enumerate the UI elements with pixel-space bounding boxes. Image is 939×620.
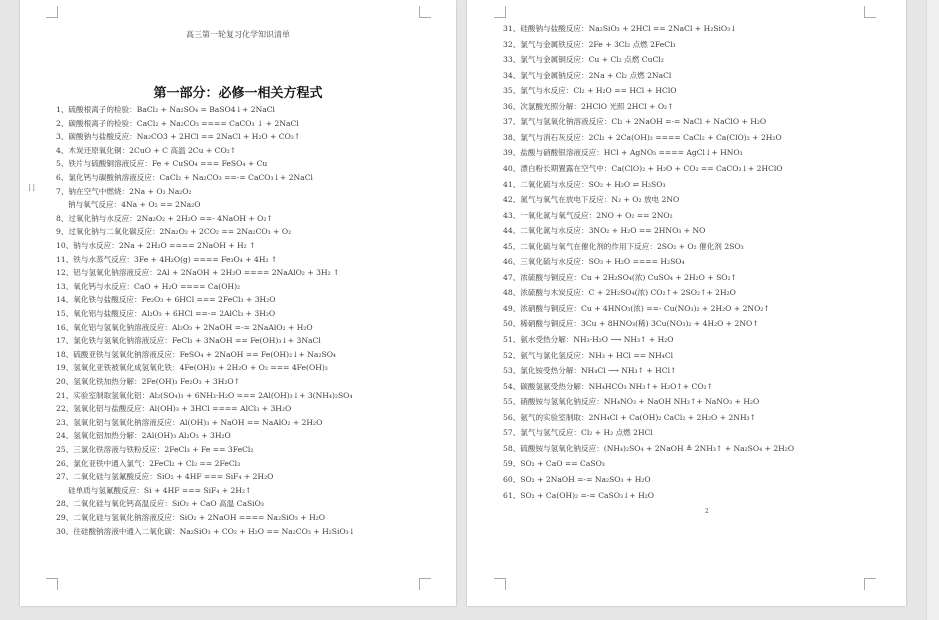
equation-line: 钠与氧气反应：4Na + O₂ == 2Na₂O <box>68 200 201 210</box>
equation-line: 58、硫酸铵与氢氧化钠反应：(NH₄)₂SO₄ + 2NaOH ≜ 2NH₃↑ + Na₂SO₄ + 2H₂O <box>503 443 795 453</box>
equation-line: 9、过氧化钠与二氧化碳反应：2Na₂O₂ + 2CO₂ == 2Na₂CO₃ + O₂ <box>56 227 292 237</box>
equation-line: 44、二氧化氮与水反应：3NO₂ + H₂O == 2HNO₃ + NO <box>503 226 706 236</box>
equation-line: 25、三氯化铁溶液与铁粉反应：2FeCl₃ + Fe == 3FeCl₂ <box>56 445 254 454</box>
section-title: 第一部分：必修一相关方程式 <box>153 86 323 101</box>
margin-mark-bottom-left <box>46 578 58 590</box>
equation-line: 16、氧化铝与氢氧化钠溶液反应：Al₂O₃ + 2NaOH =-= 2NaAlO₂ + H₂O <box>56 322 313 332</box>
equation-line: 47、浓硫酸与铜反应：Cu + 2H₂SO₄(浓) CuSO₄ + 2H₂O + SO₂↑ <box>503 272 737 282</box>
equation-line: 17、氯化铁与氢氧化钠溶液反应：FeCl₃ + 3NaOH == Fe(OH)₃↓+ 3NaCl <box>56 336 321 346</box>
equation-line: 20、氢氧化铁加热分解：2Fe(OH)₃ Fe₂O₃ + 3H₂O↑ <box>56 377 240 386</box>
margin-mark-bottom-right <box>864 578 876 590</box>
equation-line: 55、硝酸铵与氢氧化钠反应：NH₄NO₃ + NaOH NH₃↑+ NaNO₃ + H₂O <box>503 397 760 407</box>
page-number: 2 <box>705 508 709 515</box>
equation-line: 37、氯气与氢氧化钠溶液反应：Cl₂ + 2NaOH =-= NaCl + NaClO + H₂O <box>503 117 767 127</box>
equation-line: 24、氢氧化铝加热分解：2Al(OH)₃ Al₂O₃ + 3H₂O <box>56 431 231 441</box>
margin-mark-top-right <box>419 6 431 18</box>
equation-line: 57、氯气与氢气反应：Cl₂ + H₂ 点燃 2HCl <box>503 428 653 438</box>
equation-line: 30、往硅酸钠溶液中通入二氧化碳：Na₂SiO₃ + CO₂ + H₂O == Na₂CO₃ + H₂SiO₃↓ <box>56 526 356 536</box>
document-page-1 <box>20 0 456 606</box>
equation-line: 5、铁片与硫酸铜溶液反应：Fe + CuSO₄ === FeSO₄ + Cu <box>56 159 268 169</box>
equation-line: 51、氨水受热分解：NH₃·H₂O ⟶ NH₃↑ + H₂O <box>503 335 674 344</box>
equation-line: 59、SO₂ + CaO == CaSO₃ <box>503 459 605 469</box>
equation-line: 21、实验室制取氢氧化铝：Al₂(SO₄)₃ + 6NH₃·H₂O === 2Al(OH)₃↓+ 3(NH₄)₂SO₄ <box>56 390 353 400</box>
equation-line: 12、铝与氢氧化钠溶液反应：2Al + 2NaOH + 2H₂O ==== 2NaAlO₂ + 3H₂ ↑ <box>56 268 340 278</box>
equation-line: 31、硅酸钠与盐酸反应：Na₂SiO₃ + 2HCl == 2NaCl + H₂SiO₃↓ <box>503 24 737 33</box>
equation-line: 40、漂白粉长期置露在空气中：Ca(ClO)₂ + H₂O + CO₂ == CaCO₃↓+ 2HClO <box>503 163 783 173</box>
equation-line: 4、木炭还原氧化铜：2CuO + C 高温 2Cu + CO₂↑ <box>56 145 237 155</box>
equation-line: 1、硫酸根离子的检验：BaCl₂ + Na₂SO₄ = BaSO4↓+ 2NaCl <box>56 105 275 114</box>
equation-line: 27、二氧化硅与氢氟酸反应：SiO₂ + 4HF === SiF₄ + 2H₂O <box>56 472 274 482</box>
equation-line: 19、氢氧化亚铁被氧化成氢氧化铁：4Fe(OH)₂ + 2H₂O + O₂ === 4Fe(OH)₃ <box>56 363 328 373</box>
equation-line: 46、三氧化硫与水反应：SO₃ + H₂O ==== H₂SO₄ <box>503 257 685 267</box>
equation-line: 32、氯气与金属铁反应：2Fe + 3Cl₂ 点燃 2FeCl₃ <box>503 39 676 49</box>
equation-line: 硅单质与氢氟酸反应：Si + 4HF === SiF₄ + 2H₂↑ <box>68 485 252 495</box>
equation-line: 7、钠在空气中燃烧：2Na + O₂ Na₂O₂ <box>56 186 192 196</box>
equation-line: 18、硫酸亚铁与氢氧化钠溶液反应：FeSO₄ + 2NaOH == Fe(OH)₂↓+ Na₂SO₄ <box>56 349 336 359</box>
equation-line: 3、碳酸钠与盐酸反应：Na₂CO3 + 2HCl == 2NaCl + H₂O + CO₂↑ <box>56 132 301 142</box>
margin-mark-top-right <box>864 6 876 18</box>
equation-line: 22、氢氧化铝与盐酸反应：Al(OH)₃ + 3HCl ==== AlCl₃ + 3H₂O <box>56 404 292 414</box>
equation-line: 41、二氧化硫与水反应：SO₂ + H₂O ⇌ H₂SO₃ <box>503 179 666 189</box>
equation-line: 45、二氧化硫与氧气在催化剂的作用下反应：2SO₂ + O₂ 催化剂 2SO₃ <box>503 241 744 251</box>
page-header: 高三第一轮复习化学知识清单 <box>186 30 290 39</box>
equation-line: 34、氯气与金属钠反应：2Na + Cl₂ 点燃 2NaCl <box>503 70 672 80</box>
equation-line: 36、次氯酸光照分解：2HClO 光照 2HCl + O₂↑ <box>503 101 674 111</box>
equation-line: 49、浓硝酸与铜反应：Cu + 4HNO₃(浓) ==- Cu(NO₃)₂ + 2H₂O + 2NO₂↑ <box>503 303 770 313</box>
equation-line: 43、一氧化氮与氧气反应：2NO + O₂ == 2NO₂ <box>503 210 673 220</box>
equation-line: 13、氧化钙与水反应：CaO + H₂O ==== Ca(OH)₂ <box>56 281 241 291</box>
equation-line: 2、碳酸根离子的检验：CaCl₂ + Na₂CO₃ ==== CaCO₃ ↓ + 2NaCl <box>56 118 299 128</box>
equation-line: 29、二氧化硅与氢氧化钠溶液反应：SiO₂ + 2NaOH ==== Na₂SiO₃ + H₂O <box>56 513 325 522</box>
equation-line: 8、过氧化钠与水反应：2Na₂O₂ + 2H₂O ==- 4NaOH + O₂↑ <box>56 213 273 223</box>
equation-line: 50、稀硝酸与铜反应：3Cu + 8HNO₃(稀) 3Cu(NO₃)₂ + 4H₂O + 2NO↑ <box>503 319 759 329</box>
equation-line: 39、盐酸与硝酸银溶液反应：HCl + AgNO₃ ==== AgCl↓+ HNO₃ <box>503 148 743 158</box>
equation-line: 60、SO₂ + 2NaOH =-= Na₂SO₃ + H₂O <box>503 474 651 484</box>
document-page-2 <box>467 0 906 606</box>
equation-line: 61、SO₂ + Ca(OH)₂ =-= CaSO₃↓+ H₂O <box>503 490 655 500</box>
equation-line: 23、氢氧化铝与氢氧化钠溶液反应：Al(OH)₃ + NaOH == NaAlO₂ + 2H₂O <box>56 417 323 427</box>
equation-line: 6、氯化钙与碳酸钠溶液反应：CaCl₂ + Na₂CO₃ ==-= CaCO₃↓+ 2NaCl <box>56 173 313 182</box>
equation-line: 28、二氧化硅与氧化钙高温反应：SiO₂ + CaO 高温 CaSiO₃ <box>56 499 264 509</box>
equation-line: 33、氯气与金属铜反应：Cu + Cl₂ 点燃 CuCl₂ <box>503 55 664 65</box>
equation-line: 11、铁与水蒸气反应：3Fe + 4H₂O(g) ==== Fe₃O₄ + 4H₂ ↑ <box>56 254 278 264</box>
equation-line: 42、氮气与氧气在放电下反应：N₂ + O₂ 放电 2NO <box>503 195 680 205</box>
equation-line: 53、氯化铵受热分解：NH₄Cl ⟶ NH₃↑ + HCl↑ <box>503 366 677 376</box>
equation-line: 48、浓硫酸与木炭反应：C + 2H₂SO₄(浓) CO₂↑+ 2SO₂↑+ 2H₂O <box>503 288 736 298</box>
equation-line: 38、氯气与消石灰反应：2Cl₂ + 2Ca(OH)₂ ==== CaCl₂ + Ca(ClO)₂ + 2H₂O <box>503 132 782 142</box>
equation-line: 52、氨气与氯化氢反应：NH₃ + HCl == NH₄Cl <box>503 350 674 360</box>
equation-line: 10、钠与水反应：2Na + 2H₂O ==== 2NaOH + H₂ ↑ <box>56 241 256 250</box>
equation-line: 56、氨气的实验室制取：2NH₄Cl + Ca(OH)₂ CaCl₂ + 2H₂O + 2NH₃↑ <box>503 412 756 422</box>
margin-mark-bottom-left <box>494 578 506 590</box>
margin-mark-top-left <box>46 6 58 18</box>
margin-mark-bottom-right <box>419 578 431 590</box>
drag-handle-icon[interactable]: ⁞⁞ <box>28 183 37 194</box>
vertical-scrollbar[interactable] <box>926 0 939 620</box>
equation-line: 54、碳酸氢氨受热分解：NH₄HCO₃ NH₃↑+ H₂O↑+ CO₂↑ <box>503 381 713 391</box>
equation-line: 15、氧化铝与盐酸反应：Al₂O₃ + 6HCl ==-= 2AlCl₃ + 3H₂O <box>56 309 276 318</box>
equation-line: 35、氯气与水反应：Cl₂ + H₂O == HCl + HClO <box>503 86 677 96</box>
margin-mark-top-left <box>494 6 506 18</box>
equation-line: 26、氯化亚铁中通入氯气：2FeCl₂ + Cl₂ == 2FeCl₃ <box>56 458 241 468</box>
equation-line: 14、氧化铁与盐酸反应：Fe₂O₃ + 6HCl === 2FeCl₃ + 3H₂O <box>56 295 276 305</box>
